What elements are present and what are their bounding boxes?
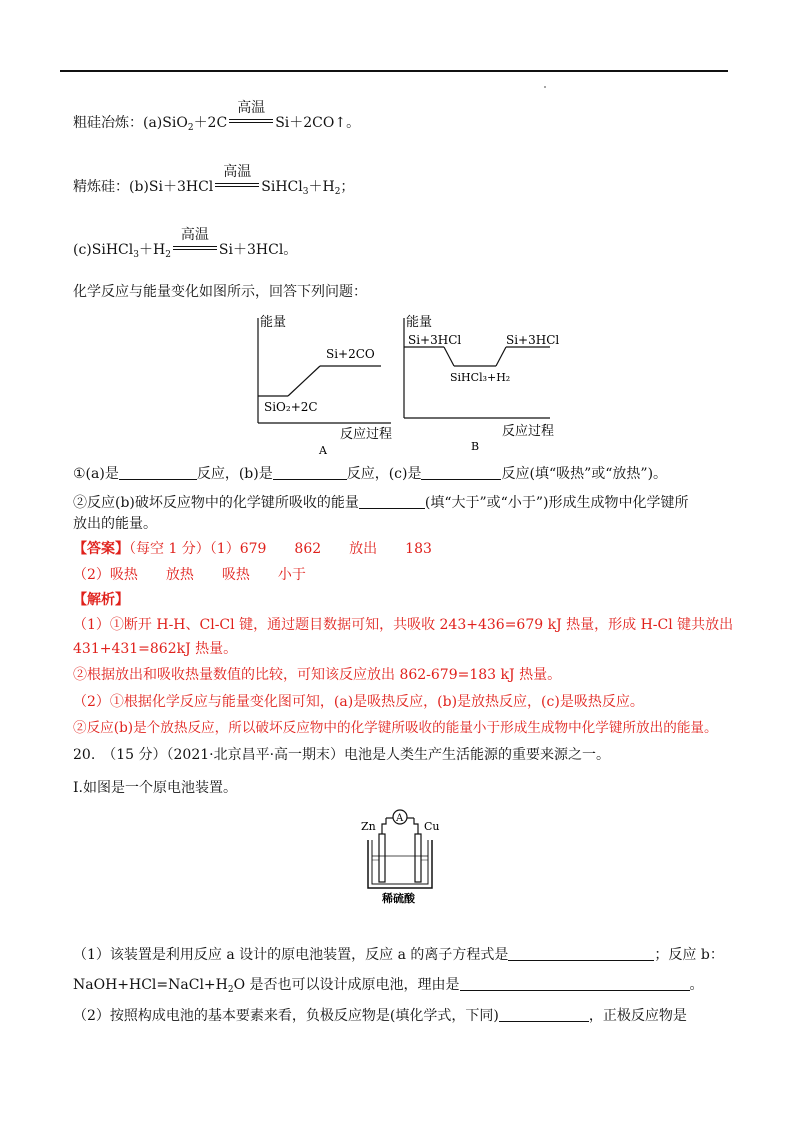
beaker (368, 840, 432, 888)
answer-blank[interactable] (460, 976, 690, 991)
analysis-line-3: ②根据放出和吸收热量数值的比较，可知该反应放出 862-679=183 kJ 热量。 (73, 667, 562, 683)
cu-electrode (415, 834, 421, 882)
diagram-b-mid-label: SiHCl₃+H₂ (450, 371, 511, 384)
diagram-a-low-label: SiO₂+2C (264, 400, 318, 414)
diagram-b-xlabel: 反应过程 (502, 424, 555, 439)
energy-diagram-a (246, 308, 396, 458)
answer-line-1: 【答案】（每空 1 分）（1）679 862 放出 183 (73, 541, 432, 557)
galvanic-cell-figure (356, 806, 446, 908)
answer-blank[interactable] (421, 465, 501, 480)
q20-sub1-line2: $NaOH+HCl=NaCl+H_2O$ 是否也可以设计成原电池，理由是 。 (73, 977, 704, 995)
crude-label: 粗硅冶炼： (73, 115, 143, 131)
analysis-line-5: ②反应(b)是个放热反应，所以破坏反应物中的化学键所吸收的能量小于形成生成物中化学键所放出的能量。 (73, 720, 718, 736)
diagram-b-drop (444, 347, 454, 366)
condition-high-temp: 高温 (173, 243, 217, 257)
refine-label: 精炼硅： (73, 179, 129, 195)
question-intro: 化学反应与能量变化如图所示，回答下列问题： (73, 284, 367, 300)
zn-label: Zn (361, 820, 376, 833)
condition-high-temp: 高温 (229, 116, 273, 130)
reaction-a: 粗硅冶炼：(a)SiO$_2$＋2C 高温 Si＋2CO↑。 (73, 100, 361, 133)
diagram-a-xlabel: 反应过程 (340, 427, 393, 442)
question-2-cont: 放出的能量。 (73, 516, 157, 532)
answer-line-2: （2）吸热 放热 吸热 小于 (73, 567, 306, 583)
answer-blank[interactable] (359, 494, 425, 509)
answer-blank[interactable] (508, 946, 654, 961)
diagram-a-ylabel: 能量 (260, 315, 287, 330)
analysis-line-2: 431+431=862kJ 热量。 (73, 641, 238, 657)
acid-label: 稀硫酸 (382, 892, 415, 905)
analysis-tag: 【解析】 (73, 592, 129, 608)
diagram-b-ylabel: 能量 (406, 315, 433, 330)
q20-sub2: （2）按照构成电池的基本要素来看，负极反应物是(填化学式，下同) ，正极反应物是 (73, 1008, 687, 1024)
diagram-b-caption: B (471, 440, 480, 453)
reaction-c: $(c)SiHCl_3+H_2$ 高温 Si＋3HCl。 (73, 227, 298, 260)
answer-tag: 【答案】 (73, 541, 129, 557)
zn-electrode (379, 834, 385, 882)
question-2: ②反应(b)破坏反应物中的化学键所吸收的能量 (填“大于”或“小于”)形成生成物中化学键所 (73, 495, 689, 511)
analysis-line-1: （1）①断开 H-H、Cl-Cl 键，通过题目数据可知，共吸收 243+436=679 kJ 热量，形成 H-Cl 键共放出 (73, 617, 734, 633)
analysis-line-4: （2）①根据化学反应与能量变化图可知，(a)是吸热反应，(b)是放热反应，(c)是吸热反应。 (73, 694, 644, 710)
answer-blank[interactable] (273, 465, 347, 480)
question-1: ①(a)是 反应，(b)是 反应，(c)是 反应(填“吸热”或“放热”)。 (73, 466, 668, 482)
reaction-b: 精炼硅：(b)Si＋3HCl 高温 $SiHCl_3+H_2$； (73, 164, 355, 197)
cu-label: Cu (424, 820, 440, 833)
answer-blank[interactable] (119, 465, 197, 480)
diagram-a-rise (288, 366, 320, 396)
ammeter-label: A (396, 813, 404, 824)
condition-high-temp: 高温 (215, 180, 259, 194)
diagram-a-caption: A (319, 444, 327, 457)
answer-blank[interactable] (499, 1007, 589, 1022)
diagram-b-right-label: Si+3HCl (506, 333, 560, 347)
page-dot (544, 86, 546, 88)
q20-title: 20. （15 分）（2021·北京昌平·高一期末）电池是人类生产生活能源的重要来源之一。 (73, 747, 611, 763)
q20-sub1-line1: （1）该装置是利用反应 a 设计的原电池装置，反应 a 的离子方程式是 ；反应 b： (73, 947, 724, 963)
header-rule (60, 70, 728, 72)
q20-part1: I.如图是一个原电池装置。 (73, 780, 237, 796)
energy-diagram-b (392, 308, 562, 458)
diagram-b-left-label: Si+3HCl (408, 333, 462, 347)
diagram-a-high-label: Si+2CO (326, 347, 375, 361)
diagram-b-rise (496, 347, 506, 366)
